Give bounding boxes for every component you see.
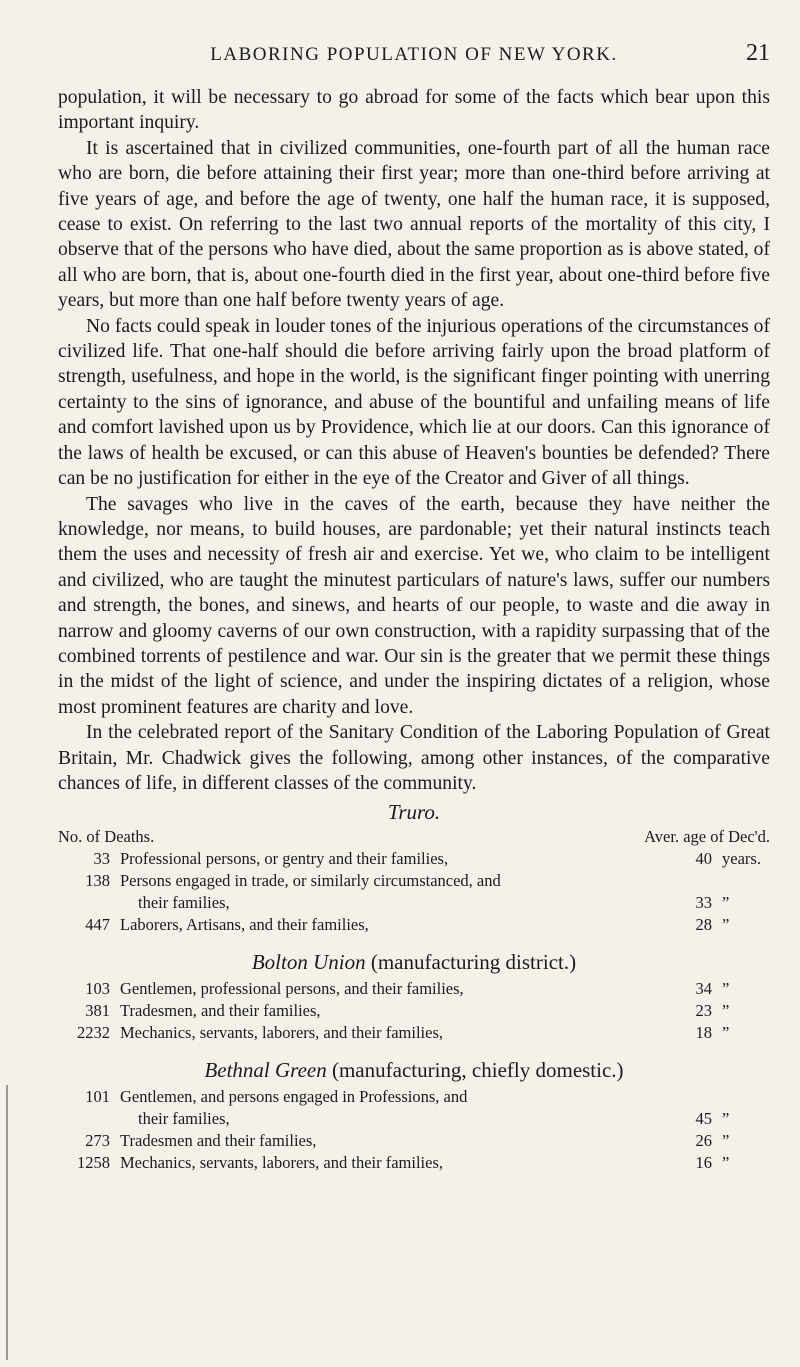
- bolton-table: [58, 948, 770, 1044]
- table-row: 273 Tradesmen and their families, 26 ”: [85, 1131, 730, 1151]
- table-row: 447 Laborers, Artisans, and their families, 28 ”: [85, 915, 730, 935]
- paragraph-5: In the celebrated report of the Sanitary Condition of the Laboring Population of Great Britain, Mr. Chadwick gives the following, among other instances, of the comparative chances of life, in different classes of the community.: [58, 722, 770, 794]
- table-row: 103 Gentlemen, professional persons, and their families, 34 ”: [85, 979, 730, 999]
- running-header: [58, 40, 770, 74]
- bethnal-green-heading: Bethnal Green (manufacturing, chiefly domestic.): [204, 1058, 624, 1083]
- paragraph-2: It is ascertained that in civilized communities, one-fourth part of all the human race who are born, die before attaining their first year; more than one-third before arriving at five years of age, and before the age of twenty, one half the human race, it is supposed, cease to exist. On referring to the last two annual reports of the mortality of this city, I observe that of the persons who have died, about the same proportion as is above stated, of all who are born, that is, about one-fourth died in the first year, about one-third before five years, but more than one half before twenty years of age.: [58, 137, 770, 312]
- bolton-heading: Bolton Union (manufacturing district.): [251, 950, 577, 975]
- running-title: LABORING POPULATION OF NEW YORK.: [210, 44, 618, 65]
- col-deaths-header: No. of Deaths.: [58, 827, 155, 847]
- truro-table: [58, 848, 770, 936]
- paragraph-1: population, it will be necessary to go abroad for some of the facts which bear upon this important inquiry.: [58, 87, 770, 134]
- col-age-header: Aver. age of Dec'd.: [644, 827, 770, 847]
- bethnal-green-table: [58, 1056, 770, 1174]
- table-title: Truro.: [387, 800, 441, 825]
- paragraph-4: The savages who live in the caves of the earth, because they have neither the knowledge, nor means, to build houses, are pardonable; yet their natural instincts teach them the uses and necessity of fresh air and exercise. Yet we, who claim to be intelligent and civilized, who are taught the minutest particulars of nature's laws, suffer our numbers and strength, the bones, and sinews, and hearts of our people, to waste and die away in narrow and gloomy caverns of our own construction, with a rapidity surpassing that of the combined torrents of pestilence and war. Our sin is the greater that we permit these things in the midst of the light of science, and under the inspiring dictates of a religion, whose most prominent features are charity and love.: [58, 493, 770, 718]
- table-row: 381 Tradesmen, and their families, 23 ”: [85, 1001, 730, 1021]
- page-number: 21: [746, 40, 770, 66]
- margin-rule: [6, 1085, 8, 1360]
- page: [58, 40, 770, 1174]
- table-row: 101 Gentlemen, and persons engaged in Professions, and their families, 45 ”: [85, 1087, 730, 1129]
- table-row: 1258 Mechanics, servants, laborers, and their families, 16 ”: [77, 1153, 730, 1173]
- table-row: 2232 Mechanics, servants, laborers, and their families, 18 ”: [77, 1023, 730, 1043]
- table-column-headers: [58, 826, 770, 848]
- paragraph-3: No facts could speak in louder tones of the injurious operations of the circumstances of civilized life. That one-half should die before arriving fairly upon the broad platform of strength, usefulness, and hope in the world, is the significant finger pointing with unerring certainty to the sins of ignorance, and abuse of the bountiful and unfailing means of life and comfort lavished upon us by Providence, which lie at our doors. Can this ignorance of the laws of health be excused, or can this abuse of Heaven's bounties be defended? There can be no justification for either in the eye of the Creator and Giver of all things.: [58, 315, 770, 490]
- table-row: 33 Professional persons, or gentry and their families, 40 years.: [93, 849, 761, 869]
- table-row: 138 Persons engaged in trade, or similarly circumstanced, and their families, 33 ”: [85, 871, 730, 913]
- body-text: [58, 85, 770, 796]
